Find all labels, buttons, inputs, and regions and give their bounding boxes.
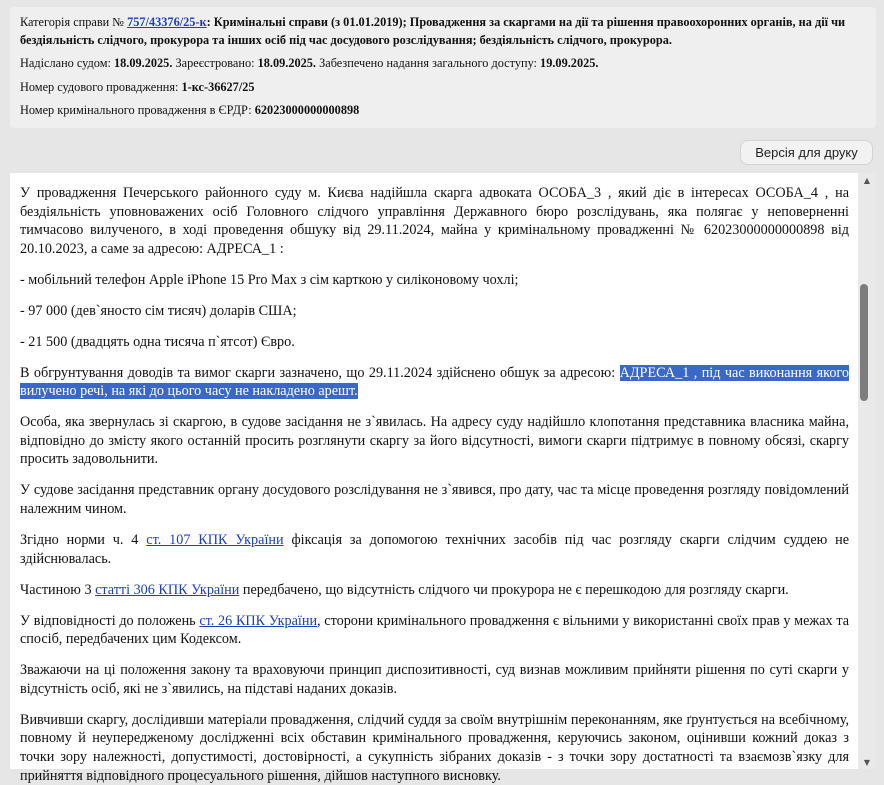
paragraph: - 97 000 (дев`яносто сім тисяч) доларів США; bbox=[20, 302, 297, 319]
paragraph-text: У відповідності до положень bbox=[20, 612, 200, 629]
court-proceeding-label: Номер судового провадження: bbox=[20, 79, 179, 94]
print-version-button[interactable]: Версія для друку bbox=[740, 140, 873, 165]
case-category-text: : Кримінальні справи (з 01.01.2019); Провадження за скаргами на дії та рішення правоохоронних органів, на дії чи бездіяльність слідчого, прокурора та інших осіб під час досудового розслідування; бездіяльність слідчого, прокурора. bbox=[20, 15, 846, 47]
law-link-art-107[interactable]: ст. 107 КПК України bbox=[146, 532, 284, 549]
document-body bbox=[10, 173, 858, 784]
paragraph: - 21 500 (двадцять одна тисяча п`ятсот) Євро. bbox=[20, 333, 295, 350]
paragraph bbox=[20, 364, 849, 401]
court-proceeding-row bbox=[20, 79, 866, 97]
paragraph-text: фіксація за допомогою технічних засобів під час розгляду скарги слідчим суддею не здійснювалась. bbox=[20, 532, 850, 567]
paragraph-text: Частиною 3 bbox=[20, 581, 96, 598]
erdr-row bbox=[20, 102, 866, 120]
sent-label: Надіслано судом: bbox=[20, 56, 111, 71]
law-link-art-26[interactable]: ст. 26 КПК України bbox=[199, 612, 318, 629]
scroll-thumb[interactable] bbox=[860, 284, 868, 401]
scroll-up-arrow-icon[interactable]: ▲ bbox=[863, 175, 871, 185]
paragraph-text: Згідно норми ч. 4 bbox=[20, 532, 147, 549]
paragraph-text: , сторони кримінального провадження є вільними у використанні своїх прав у межах та спосіб, передбачених цим Кодексом. bbox=[20, 612, 849, 648]
law-link-art-306[interactable]: статті 306 КПК України bbox=[95, 581, 240, 598]
highlighted-selection: АДРЕСА_1 , під час виконання якого вилучено речі, на які до цього часу не накладено арешт. bbox=[20, 364, 849, 400]
paragraph bbox=[20, 612, 849, 649]
paragraph: Особа, яка звернулась зі скаргою, в судове засідання не з`явилась. На адресу суду надійшло клопотання представника власника майна, відповідно до змісту якого останній просить розглянути скаргу за його відсутності, вимоги скарги підтримує в повному обсязі, скаргу просить задовольнити. bbox=[20, 414, 849, 468]
paragraph bbox=[20, 581, 849, 600]
registered-date: 18.09.2025. bbox=[257, 56, 317, 71]
case-meta-panel bbox=[10, 7, 876, 128]
registered-label: Зареєстровано: bbox=[175, 56, 255, 71]
paragraph bbox=[20, 531, 849, 568]
paragraph-text: В обгрунтування доводів та вимог скарги зазначено, що 29.11.2024 здійснено обшук за адресою: bbox=[20, 364, 620, 381]
paragraph: Зважаючи на ці положення закону та враховуючи принцип диспозитивності, суд визнав можливим прийняти рішення по суті скарги у відсутність осіб, які не з`явились, на підставі наданих доказів. bbox=[20, 662, 849, 697]
access-date: 19.09.2025. bbox=[540, 56, 599, 71]
paragraph: У провадження Печерського районного суду м. Києва надійшла скарга адвоката ОСОБА_3 , який діє в інтересах ОСОБА_4 , на бездіяльність уповноважених осіб Головного слідчого управління Державного бюро розслідувань, яка полягає у неповерненні тимчасово вилученого, в ході проведення обшуку від 29.11.2024, майна у кримінальному провадженні № 62023000000000898 від 20.10.2023, а саме за адресою: АДРЕСА_1 : bbox=[20, 185, 849, 257]
case-number-link[interactable]: 757/43376/25-к bbox=[127, 15, 207, 29]
case-category-label: Категорія справи № bbox=[20, 15, 125, 29]
paragraph: - мобільний телефон Apple iPhone 15 Pro Max з сім карткою у силіконовому чохлі; bbox=[20, 271, 519, 288]
document-scrollbar[interactable] bbox=[858, 173, 876, 769]
paragraph: Вивчивши скаргу, дослідивши матеріали провадження, слідчий суддя за своїм внутрішнім переконанням, яке ґрунтується на всебічному, повному й неупередженому дослідженні всіх обставин кримінального провадження, керуючись законом, оцінивши кожний доказ з точки зору належності, допустимості, достовірності, а сукупність зібраних доказів - з точки зору достатності та взаємозв`язку для прийняття відповідного процесуального рішення, дійшов наступного висновку. bbox=[20, 711, 849, 784]
case-dates-row bbox=[20, 55, 866, 73]
erdr-number: 62023000000000898 bbox=[254, 103, 360, 118]
erdr-label: Номер кримінального провадження в ЄРДР: bbox=[20, 103, 252, 118]
paragraph-text: передбачено, що відсутність слідчого чи прокурора не є перешкодою для розгляду скарги. bbox=[239, 581, 789, 598]
paragraph: У судове засідання представник органу досудового розслідування не з`явився, про дату, час та місце проведення розгляду повідомлений належним чином. bbox=[20, 482, 849, 518]
scroll-down-arrow-icon[interactable]: ▼ bbox=[863, 757, 871, 767]
case-category-row bbox=[20, 14, 866, 49]
sent-date: 18.09.2025. bbox=[113, 56, 173, 71]
court-proceeding-number: 1-кс-36627/25 bbox=[181, 79, 255, 94]
access-label: Забезпечено надання загального доступу: bbox=[319, 56, 537, 71]
